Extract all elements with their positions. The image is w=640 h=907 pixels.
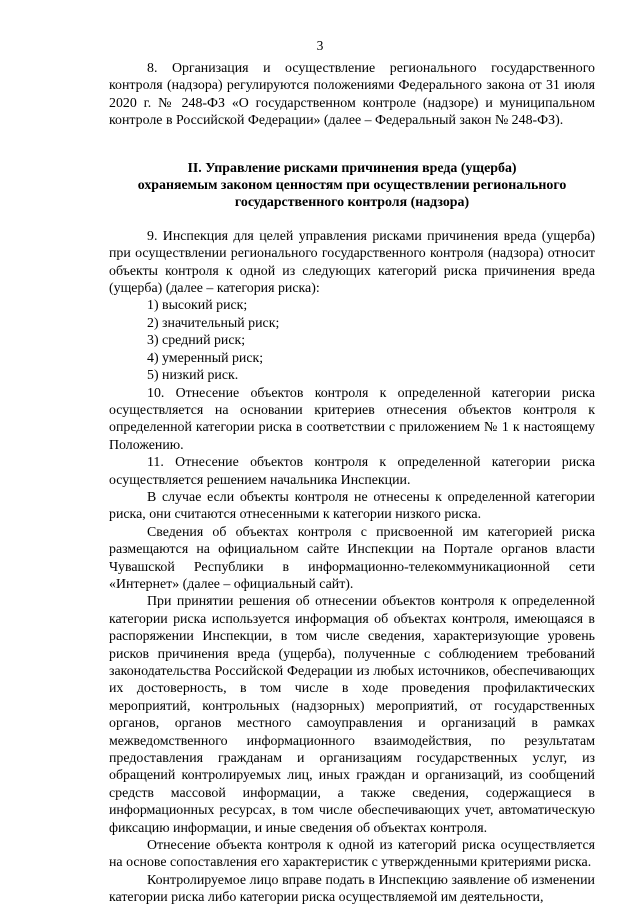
risk-item-3: 3) средний риск; bbox=[147, 333, 246, 349]
risk-item-4: 4) умеренный риск; bbox=[147, 350, 264, 366]
risk-item-2: 2) значительный риск; bbox=[147, 315, 280, 331]
paragraph-11-application: Контролируемое лицо вправе подать в Инспекцию заявление об изменении категории риска либо категории риска осуществляемой им деятельности, bbox=[109, 872, 595, 906]
risk-item-1: 1) высокий риск; bbox=[147, 298, 248, 314]
heading-line-3: государственного контроля (надзора) bbox=[234, 195, 470, 211]
paragraph-11-information: При принятии решения об отнесении объектов контроля к определенной категории риска используется информация об объектах контроля, имеющаяся в распоряжении Инспекции, в том числе сведения, характеризующие уровень рисков причинения вреда (ущерба), полученные с соблюдением требований законодательства Российской Федерации из любых источников, обеспечивающих их достоверность, в том числе в ходе проведения профилактических мероприятий, контрольных (надзорных) мероприятий, от государственных органов, органов местного самоуправления и организаций в рамках межведомственного информационного взаимодействия, по результатам предоставления гражданам и организациям государственных услуг, из обращений контролируемых лиц, иных граждан и организаций, из сообщений средств массовой информации, а также сведения, содержащиеся в информационных ресурсах, в том числе обеспечивающих учет, автоматическую фиксацию информации, и иные сведения об объектах контроля. bbox=[109, 594, 595, 836]
paragraph-11-publication: Сведения об объектах контроля с присвоенной им категорией риска размещаются на официальном сайте Инспекции на Портале органов власти Чувашской Республики в информационно-телекоммуникационной сети «Интернет» (далее – официальный сайт). bbox=[109, 524, 595, 592]
paragraph-8: 8. Организация и осуществление регионального государственного контроля (надзора) регулируются положениями Федерального закона от 31 июля 2020 г. № 248-ФЗ «О государственном контроле (надзоре) и муниципальном контроле в Российской Федерации» (далее – Федеральный закон № 248-ФЗ). bbox=[109, 61, 595, 129]
paragraph-9: 9. Инспекция для целей управления рисками причинения вреда (ущерба) при осуществлении регионального государственного контроля (надзора) относит объекты контроля к одной из следующих категорий риска причинения вреда (ущерба) (далее – категория риска): bbox=[109, 228, 595, 297]
document-body bbox=[109, 60, 595, 907]
heading-line-1: II. Управление рисками причинения вреда (ущерба) bbox=[187, 160, 517, 176]
paragraph-11-comparison: Отнесение объекта контроля к одной из категорий риска осуществляется на основе сопоставления его характеристик с утвержденными критериями риска. bbox=[109, 838, 595, 871]
page-number: 3 bbox=[316, 38, 324, 53]
risk-item-5: 5) низкий риск. bbox=[147, 368, 239, 384]
heading-line-2: охраняемым законом ценностям при осуществлении регионального bbox=[137, 178, 567, 194]
paragraph-11-low-risk: В случае если объекты контроля не отнесены к определенной категории риска, они считаются отнесенными к категории низкого риска. bbox=[109, 489, 595, 523]
section-heading bbox=[109, 160, 595, 212]
paragraph-10: 10. Отнесение объектов контроля к определенной категории риска осуществляется на основании критериев отнесения объектов контроля к определенной категории риска в соответствии с приложением № 1 к настоящему Положению. bbox=[109, 385, 595, 453]
paragraph-11: 11. Отнесение объектов контроля к определенной категории риска осуществляется решением начальника Инспекции. bbox=[109, 455, 595, 488]
